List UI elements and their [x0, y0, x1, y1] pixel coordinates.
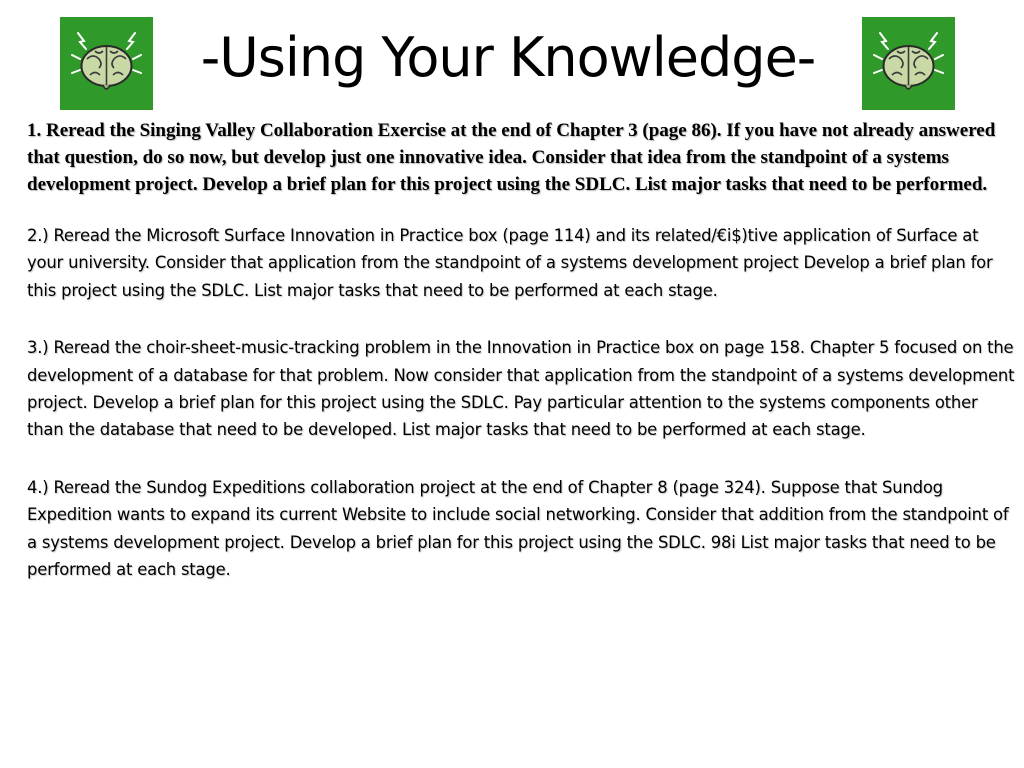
- questions-list: [27, 117, 1017, 613]
- question-2: 2.) Reread the Microsoft Surface Innovation in Practice box (page 114) and its related/€i$)tive application of Surface at your university. Consider that application from the standpoint of a systems development project Develop a brief plan for this project using the SDLC. List major tasks that need to be performed at each stage.: [27, 226, 993, 300]
- question-4: 4.) Reread the Sundog Expeditions collaboration project at the end of Chapter 8 (page 324). Suppose that Sundog Expedition wants to expand its current Website to include social networking. Consider that addition from the standpoint of a systems development project. Develop a brief plan for this project using the SDLC. 98i List major tasks that need to be performed at each stage.: [27, 477, 1009, 580]
- question-1: 1. Reread the Singing Valley Collaboration Exercise at the end of Chapter 3 (page 86). If you have not already answered that question, do so now, but develop just one innovative idea. Consider that idea from the standpoint of a systems development project. Develop a brief plan for this project using the SDLC. List major tasks that need to be performed.: [27, 120, 996, 195]
- question-3: 3.) Reread the choir-sheet-music-tracking problem in the Innovation in Practice box on page 158. Chapter 5 focused on the development of a database for that problem. Now consider that application from the standpoint of a systems development project. Develop a brief plan for this project using the SDLC. Pay particular attention to the systems components other than the database that need to be developed. List major tasks that need to be performed at each stage.: [27, 338, 1015, 440]
- brain-lightning-icon: [862, 17, 955, 110]
- brain-lightning-icon: [60, 17, 153, 110]
- page-title: -Using Your Knowledge-: [200, 26, 816, 89]
